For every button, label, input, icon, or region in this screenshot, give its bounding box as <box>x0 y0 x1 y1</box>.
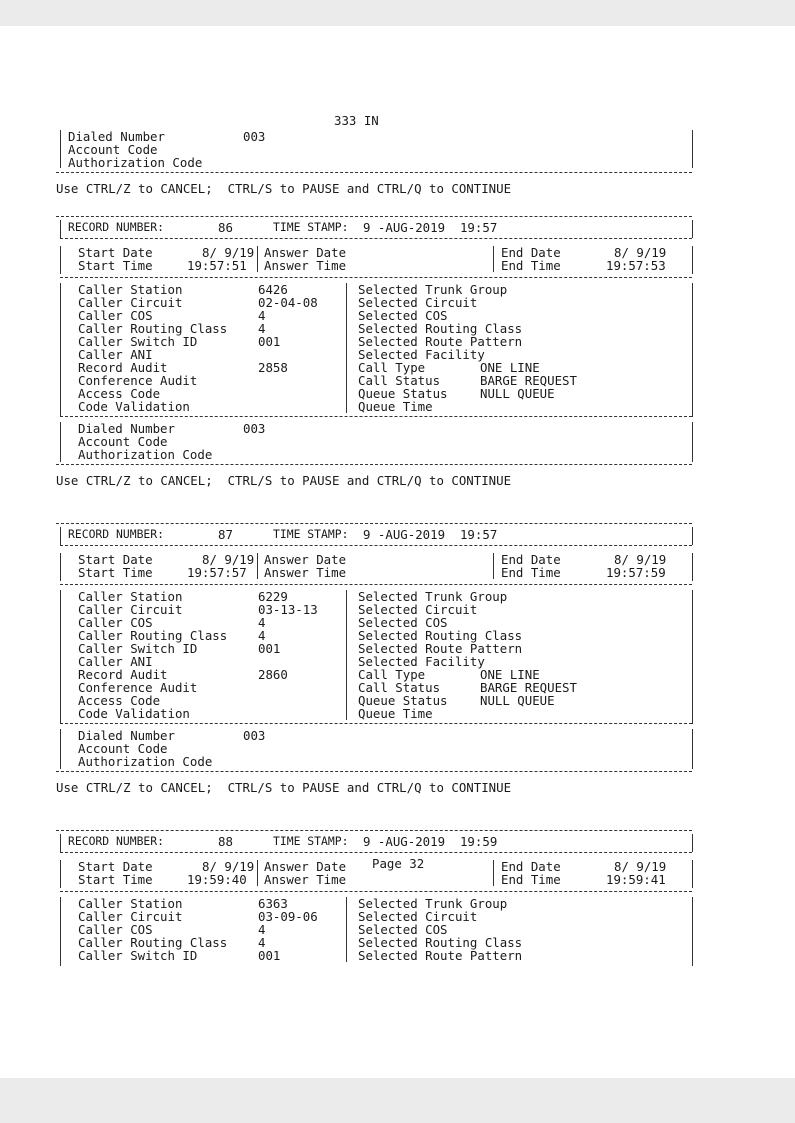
selected-field-label: Selected Circuit <box>358 602 478 617</box>
dialed-number-value: 003 <box>243 421 266 436</box>
caller-field-label: Access Code <box>78 693 161 708</box>
selected-field-label: Selected Route Pattern <box>358 334 523 349</box>
dates-separator <box>60 277 692 278</box>
caller-field-value: 02-04-08 <box>258 295 318 310</box>
selected-field-label: Call Status <box>358 373 441 388</box>
dialed-number-value: 003 <box>243 728 266 743</box>
fields-right-border <box>692 897 693 966</box>
caller-field-label: Caller ANI <box>78 654 153 669</box>
dialed-right-border <box>692 422 693 462</box>
top-authorization-code-label: Authorization Code <box>68 155 203 170</box>
selected-field-value: BARGE REQUEST <box>480 680 577 695</box>
top-dialed-number-label: Dialed Number <box>68 129 165 144</box>
end-time-value: 19:57:53 <box>606 258 666 273</box>
end-date-value: 8/ 9/19 <box>614 552 667 567</box>
caller-field-label: Caller COS <box>78 922 153 937</box>
caller-field-value: 2858 <box>258 360 288 375</box>
start-date-label: Start Date <box>78 552 153 567</box>
fields-divider <box>346 283 347 413</box>
selected-field-value: BARGE REQUEST <box>480 373 577 388</box>
caller-field-value: 4 <box>258 628 266 643</box>
start-date-value: 8/ 9/19 <box>202 859 255 874</box>
caller-field-value: 2860 <box>258 667 288 682</box>
answer-time-label: Answer Time <box>264 872 347 887</box>
dialed-right-border <box>692 729 693 769</box>
record-bottom-separator <box>56 771 692 772</box>
selected-field-label: Selected Trunk Group <box>358 589 508 604</box>
caller-field-label: Caller Station <box>78 589 183 604</box>
caller-field-value: 4 <box>258 321 266 336</box>
dates-right-border <box>692 246 693 274</box>
caller-field-value: 001 <box>258 641 281 656</box>
control-hint: Use CTRL/Z to CANCEL; CTRL/S to PAUSE and CTRL/Q to CONTINUE <box>56 780 512 795</box>
timestamp-label: TIME STAMP: <box>273 527 349 541</box>
record-header-right-border <box>692 527 693 545</box>
record-number-label: RECORD NUMBER: <box>68 834 165 848</box>
caller-field-label: Record Audit <box>78 360 168 375</box>
caller-field-label: Caller Switch ID <box>78 334 198 349</box>
end-date-value: 8/ 9/19 <box>614 859 667 874</box>
dates-divider-1 <box>257 860 258 886</box>
fields-divider <box>346 897 347 962</box>
caller-field-label: Conference Audit <box>78 373 198 388</box>
caller-field-label: Code Validation <box>78 399 190 414</box>
selected-field-value: ONE LINE <box>480 667 540 682</box>
caller-field-label: Caller Routing Class <box>78 628 228 643</box>
timestamp-label: TIME STAMP: <box>273 220 349 234</box>
record-header-separator <box>60 545 692 546</box>
top-block-right-border <box>692 130 693 168</box>
record-top-separator <box>56 523 692 524</box>
caller-field-value: 001 <box>258 334 281 349</box>
dates-divider-2 <box>493 246 494 272</box>
dialed-number-label: Dialed Number <box>78 421 175 436</box>
selected-field-label: Selected Route Pattern <box>358 948 523 963</box>
top-block-left-border <box>60 130 61 168</box>
caller-field-label: Caller COS <box>78 308 153 323</box>
caller-field-label: Caller Station <box>78 282 183 297</box>
selected-field-label: Selected Trunk Group <box>358 282 508 297</box>
start-time-value: 19:59:40 <box>187 872 247 887</box>
start-time-label: Start Time <box>78 565 153 580</box>
caller-field-label: Caller Circuit <box>78 909 183 924</box>
dialed-left-border <box>60 422 61 462</box>
top-dialed-number-value: 003 <box>243 129 266 144</box>
start-time-label: Start Time <box>78 872 153 887</box>
selected-field-label: Selected Route Pattern <box>358 641 523 656</box>
caller-field-label: Caller COS <box>78 615 153 630</box>
record-number-value: 87 <box>218 527 233 542</box>
caller-field-value: 03-13-13 <box>258 602 318 617</box>
record-header-left-border <box>60 220 61 238</box>
record-header-right-border <box>692 834 693 852</box>
record-header-left-border <box>60 834 61 852</box>
caller-field-label: Code Validation <box>78 706 190 721</box>
page-number: Page 32 <box>372 856 425 871</box>
dates-separator <box>60 891 692 892</box>
authorization-code-label: Authorization Code <box>78 754 213 769</box>
start-time-value: 19:57:51 <box>187 258 247 273</box>
fields-right-border <box>692 590 693 724</box>
start-date-label: Start Date <box>78 245 153 260</box>
caller-field-label: Caller Circuit <box>78 295 183 310</box>
answer-date-label: Answer Date <box>264 552 347 567</box>
selected-field-value: NULL QUEUE <box>480 386 555 401</box>
selected-field-label: Selected COS <box>358 615 448 630</box>
record-bottom-separator <box>56 464 692 465</box>
caller-field-value: 4 <box>258 922 266 937</box>
selected-field-label: Selected Facility <box>358 654 485 669</box>
dates-left-border <box>60 553 61 581</box>
caller-field-label: Record Audit <box>78 667 168 682</box>
start-date-label: Start Date <box>78 859 153 874</box>
timestamp-value: 9 -AUG-2019 19:59 <box>363 834 498 849</box>
end-date-label: End Date <box>501 552 561 567</box>
record-top-separator <box>56 216 692 217</box>
answer-time-label: Answer Time <box>264 565 347 580</box>
dates-right-border <box>692 860 693 888</box>
top-account-code-label: Account Code <box>68 142 158 157</box>
selected-field-label: Selected Routing Class <box>358 321 523 336</box>
caller-field-label: Access Code <box>78 386 161 401</box>
account-code-label: Account Code <box>78 434 168 449</box>
caller-field-value: 6426 <box>258 282 288 297</box>
selected-field-label: Selected Routing Class <box>358 935 523 950</box>
fields-left-border <box>60 897 61 966</box>
dates-divider-2 <box>493 553 494 579</box>
account-code-label: Account Code <box>78 741 168 756</box>
record-number-label: RECORD NUMBER: <box>68 527 165 541</box>
selected-field-label: Selected Routing Class <box>358 628 523 643</box>
caller-field-value: 4 <box>258 935 266 950</box>
record-header-separator <box>60 852 692 853</box>
selected-field-label: Queue Status <box>358 693 448 708</box>
caller-field-value: 03-09-06 <box>258 909 318 924</box>
caller-field-label: Caller Routing Class <box>78 321 228 336</box>
dates-divider-1 <box>257 246 258 272</box>
start-time-label: Start Time <box>78 258 153 273</box>
caller-field-value: 6363 <box>258 896 288 911</box>
selected-field-label: Call Type <box>358 360 426 375</box>
record-header-right-border <box>692 220 693 238</box>
end-date-label: End Date <box>501 859 561 874</box>
caller-field-label: Caller Routing Class <box>78 935 228 950</box>
scan-top-band <box>0 0 795 26</box>
control-hint: Use CTRL/Z to CANCEL; CTRL/S to PAUSE and CTRL/Q to CONTINUE <box>56 473 512 488</box>
end-time-label: End Time <box>501 872 561 887</box>
separator <box>56 172 692 173</box>
end-date-label: End Date <box>501 245 561 260</box>
record-number-label: RECORD NUMBER: <box>68 220 165 234</box>
timestamp-value: 9 -AUG-2019 19:57 <box>363 220 498 235</box>
caller-field-value: 4 <box>258 308 266 323</box>
caller-field-label: Caller ANI <box>78 347 153 362</box>
dates-right-border <box>692 553 693 581</box>
selected-field-label: Selected Circuit <box>358 295 478 310</box>
selected-field-label: Call Type <box>358 667 426 682</box>
selected-field-label: Selected Circuit <box>358 909 478 924</box>
start-time-value: 19:57:57 <box>187 565 247 580</box>
record-top-separator <box>56 830 692 831</box>
dates-left-border <box>60 246 61 274</box>
timestamp-value: 9 -AUG-2019 19:57 <box>363 527 498 542</box>
fields-separator <box>60 723 692 724</box>
end-date-value: 8/ 9/19 <box>614 245 667 260</box>
dates-separator <box>60 584 692 585</box>
selected-field-value: NULL QUEUE <box>480 693 555 708</box>
caller-field-label: Caller Circuit <box>78 602 183 617</box>
caller-field-label: Conference Audit <box>78 680 198 695</box>
fields-separator <box>60 416 692 417</box>
end-time-value: 19:59:41 <box>606 872 666 887</box>
caller-field-label: Caller Switch ID <box>78 948 198 963</box>
selected-field-label: Selected COS <box>358 922 448 937</box>
dates-divider-2 <box>493 860 494 886</box>
fields-right-border <box>692 283 693 417</box>
control-hint: Use CTRL/Z to CANCEL; CTRL/S to PAUSE and CTRL/Q to CONTINUE <box>56 181 512 196</box>
fields-left-border <box>60 590 61 724</box>
selected-field-label: Queue Status <box>358 386 448 401</box>
scan-bottom-band <box>0 1078 795 1123</box>
timestamp-label: TIME STAMP: <box>273 834 349 848</box>
answer-date-label: Answer Date <box>264 245 347 260</box>
caller-field-value: 001 <box>258 948 281 963</box>
page-header-title: 333 IN <box>334 113 379 128</box>
fields-divider <box>346 590 347 720</box>
record-header-separator <box>60 238 692 239</box>
record-number-value: 86 <box>218 220 233 235</box>
selected-field-label: Queue Time <box>358 399 433 414</box>
selected-field-label: Selected Facility <box>358 347 485 362</box>
caller-field-value: 6229 <box>258 589 288 604</box>
dialed-left-border <box>60 729 61 769</box>
end-time-value: 19:57:59 <box>606 565 666 580</box>
selected-field-label: Queue Time <box>358 706 433 721</box>
authorization-code-label: Authorization Code <box>78 447 213 462</box>
start-date-value: 8/ 9/19 <box>202 245 255 260</box>
end-time-label: End Time <box>501 258 561 273</box>
start-date-value: 8/ 9/19 <box>202 552 255 567</box>
record-number-value: 88 <box>218 834 233 849</box>
caller-field-label: Caller Switch ID <box>78 641 198 656</box>
caller-field-label: Caller Station <box>78 896 183 911</box>
selected-field-label: Call Status <box>358 680 441 695</box>
dates-left-border <box>60 860 61 888</box>
answer-time-label: Answer Time <box>264 258 347 273</box>
caller-field-value: 4 <box>258 615 266 630</box>
dialed-number-label: Dialed Number <box>78 728 175 743</box>
dates-divider-1 <box>257 553 258 579</box>
answer-date-label: Answer Date <box>264 859 347 874</box>
fields-left-border <box>60 283 61 417</box>
record-header-left-border <box>60 527 61 545</box>
selected-field-label: Selected Trunk Group <box>358 896 508 911</box>
selected-field-value: ONE LINE <box>480 360 540 375</box>
selected-field-label: Selected COS <box>358 308 448 323</box>
end-time-label: End Time <box>501 565 561 580</box>
